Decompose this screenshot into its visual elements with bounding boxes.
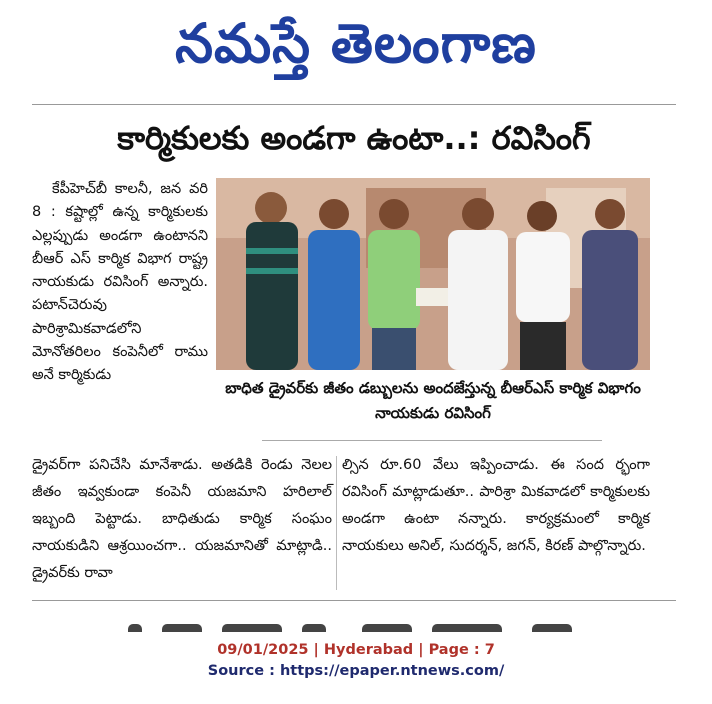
column-divider [336, 456, 337, 590]
article-headline: కార్మికులకు అండగా ఉంటా..: రవిసింగ్ [117, 119, 591, 157]
left-column-paragraph: కేపీహెచ్‌బీ కాలనీ, జన వరి 8 : కష్టాల్లో ఉన్న కార్మికులకు ఎల్లప్పుడు అండగా ఉంటానని బీఆర్‌ ఎస్‌ కార్మిక విభాగ రాష్ట్ర నాయకుడు రవిసింగ్‌ అన్నారు. పటాన్‌చెరువు పారిశ్రామికవాడలోని మోనోతరిలం కంపెనీలో రాము అనే కార్మికుడు [32, 181, 208, 384]
article-left-column [32, 178, 208, 388]
bottom-right-paragraph: ల్సిన రూ.60 వేలు ఇప్పించాడు. ఈ సంద ర్భంగా రవిసింగ్‌ మాట్లాడుతూ.. పారిశ్రా మికవాడలో కార్మికులకు అండగా ఉంటా నన్నారు. కార్యక్రమంలో కార్మిక నాయకులు అనిల్‌, సుదర్శన్‌, జగన్‌, కిరణ్‌ పాల్గొన్నారు. [342, 457, 650, 554]
article-bottom-right-column [342, 452, 650, 560]
cropped-next-article-strip [32, 612, 632, 632]
masthead-divider [32, 104, 676, 105]
article-photo [216, 178, 650, 370]
source-link[interactable]: Source : https://epaper.ntnews.com/ [207, 663, 505, 679]
article-end-divider [32, 600, 676, 601]
newspaper-masthead: నమస్తే తెలంగాణ [175, 12, 537, 75]
bottom-left-paragraph: డ్రైవర్‌గా పనిచేసి మానేశాడు. అతడికి రెండు నెలల జీతం ఇవ్వకుండా కంపెనీ యజమాని హరిలాల్‌ ఇబ్బంది పెట్టాడు. బాధితుడు కార్మిక సంఘం నాయకుడిని ఆశ్రయించగా.. యజమానితో మాట్లాడి.. డ్రైవర్‌కు రావా [32, 457, 332, 581]
photo-caption: బాధిత డ్రైవర్‌కు జీతం డబ్బులను అందజేస్తున్న బీఆర్‌ఎస్‌ కార్మిక విభాగం నాయకుడు రవిసింగ్‌ [225, 379, 641, 422]
edition-info: 09/01/2025 | Hyderabad | Page : 7 [217, 642, 495, 658]
group-photo-illustration [216, 178, 650, 370]
epaper-footer [0, 640, 712, 682]
caption-divider [262, 440, 602, 441]
article-bottom-left-column [32, 452, 332, 587]
